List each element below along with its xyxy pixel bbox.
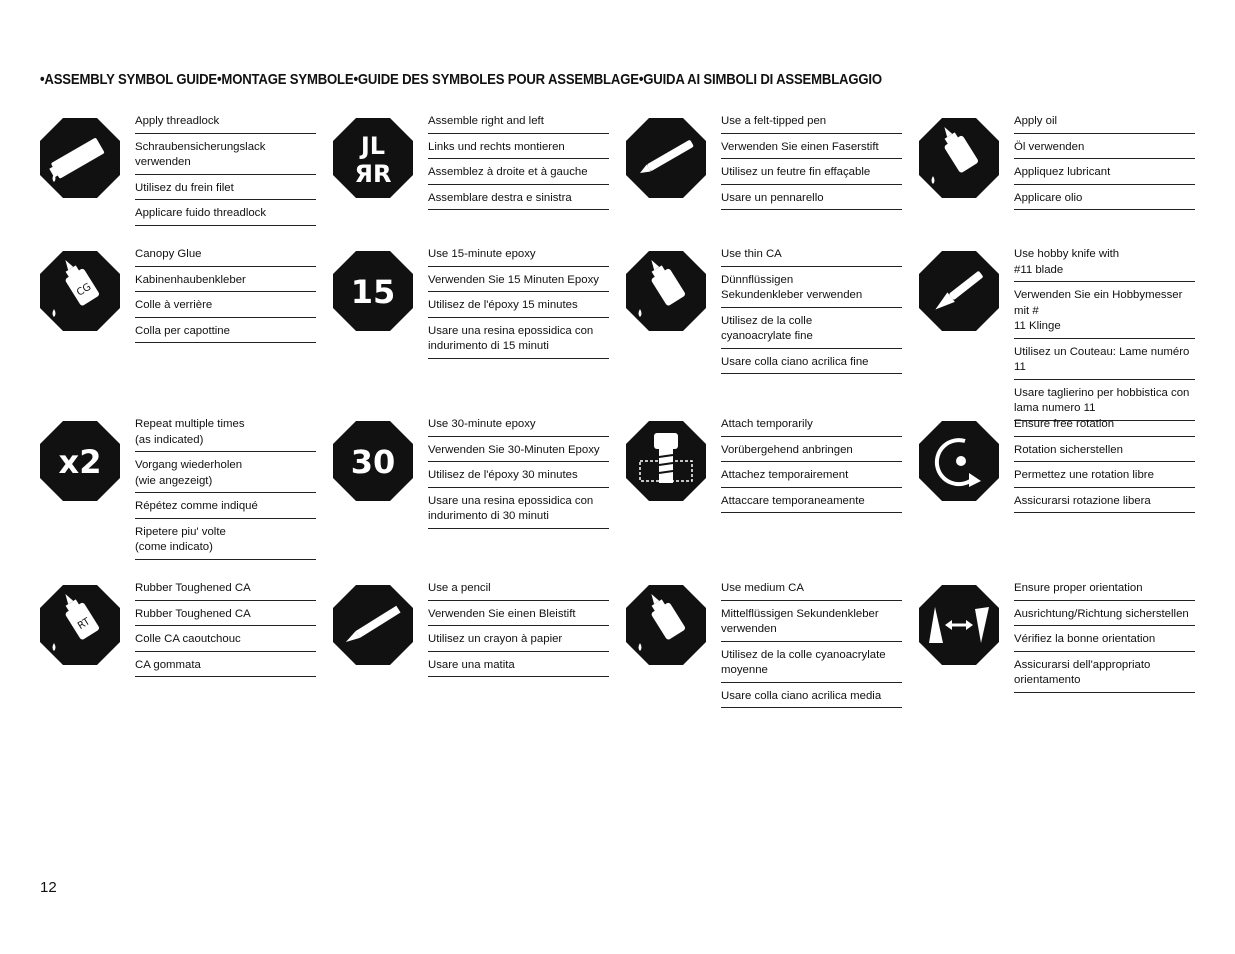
description-line: Attaccare temporaneamente (721, 494, 902, 514)
repeat-x2-icon (40, 421, 120, 501)
description-line: Schraubensicherungslack verwenden (135, 140, 316, 175)
description-line: Kabinenhaubenkleber (135, 273, 316, 293)
felt-pen-icon (626, 118, 706, 198)
symbol-entry (626, 247, 911, 427)
description-line: Appliquez lubricant (1014, 165, 1195, 185)
symbol-entry (333, 581, 618, 761)
symbol-descriptions (721, 581, 902, 714)
icon-label: 15 (350, 273, 396, 311)
description-line: Apply threadlock (135, 114, 316, 134)
description-line: Utilisez de la colle cyanoacrylate moyenne (721, 648, 902, 683)
description-line: Ripetere piu' volte (come indicato) (135, 525, 316, 560)
description-line: Vorgang wiederholen (wie angezeigt) (135, 458, 316, 493)
symbol-descriptions (721, 417, 902, 519)
description-line: Répétez comme indiqué (135, 499, 316, 519)
description-line: Colle CA caoutchouc (135, 632, 316, 652)
description-line: Usare taglierino per hobbistica con lama numero 11 (1014, 386, 1195, 421)
symbol-descriptions (135, 417, 316, 566)
symbol-descriptions (1014, 581, 1195, 699)
medium-ca-bottle-icon (626, 585, 706, 665)
icon-label: RT (76, 616, 93, 633)
canopy-glue-bottle-icon (40, 251, 120, 331)
description-line: Verwenden Sie ein Hobbymesser mit # 11 Klinge (1014, 288, 1195, 339)
description-line: Permettez une rotation libre (1014, 468, 1195, 488)
symbol-entry (333, 247, 618, 427)
icon-label: ЯR (354, 160, 392, 188)
description-line: Utilisez de la colle cyanoacrylate fine (721, 314, 902, 349)
symbol-descriptions (135, 581, 316, 683)
description-line: Assicurarsi rotazione libera (1014, 494, 1195, 514)
temporary-screw-icon (626, 421, 706, 501)
description-line: Colla per capottine (135, 324, 316, 344)
description-line: Mittelflüssigen Sekundenkleber verwenden (721, 607, 902, 642)
symbol-entry (40, 417, 325, 597)
pencil-icon (333, 585, 413, 665)
epoxy-30-icon (333, 421, 413, 501)
description-line: Usare una resina epossidica con indurimento di 15 minuti (428, 324, 609, 359)
description-line: Attach temporarily (721, 417, 902, 437)
description-line: Applicare olio (1014, 191, 1195, 211)
description-line: Utilisez de l'époxy 15 minutes (428, 298, 609, 318)
oil-bottle-icon (919, 118, 999, 198)
description-line: Assemblez à droite et à gauche (428, 165, 609, 185)
symbol-descriptions (428, 581, 609, 683)
description-line: Use hobby knife with #11 blade (1014, 247, 1195, 282)
description-line: Use medium CA (721, 581, 902, 601)
description-line: Rubber Toughened CA (135, 607, 316, 627)
symbol-descriptions (135, 247, 316, 349)
description-line: Utilisez du frein filet (135, 181, 316, 201)
description-line: Verwenden Sie einen Faserstift (721, 140, 902, 160)
symbol-entry (626, 417, 911, 597)
description-line: Assicurarsi dell'appropriato orientamento (1014, 658, 1195, 693)
description-line: Verwenden Sie einen Bleistift (428, 607, 609, 627)
description-line: Applicare fuido threadlock (135, 206, 316, 226)
description-line: Rubber Toughened CA (135, 581, 316, 601)
description-line: Usare colla ciano acrilica media (721, 689, 902, 709)
epoxy-15-icon (333, 251, 413, 331)
description-line: Usare una resina epossidica con indurimento di 30 minuti (428, 494, 609, 529)
description-line: Assemblare destra e sinistra (428, 191, 609, 211)
description-line: Use 15-minute epoxy (428, 247, 609, 267)
description-line: Utilisez un feutre fin effaçable (721, 165, 902, 185)
symbol-entry (333, 417, 618, 597)
description-line: Ausrichtung/Richtung sicherstellen (1014, 607, 1195, 627)
description-line: Ensure free rotation (1014, 417, 1195, 437)
page-number: 12 (40, 879, 57, 896)
description-line: Usare una matita (428, 658, 609, 678)
description-line: Verwenden Sie 30-Minuten Epoxy (428, 443, 609, 463)
symbol-descriptions (1014, 247, 1195, 427)
symbol-descriptions (428, 417, 609, 535)
description-line: Canopy Glue (135, 247, 316, 267)
free-rotation-icon (919, 421, 999, 501)
symbol-descriptions (428, 247, 609, 365)
rubber-toughened-ca-bottle-icon (40, 585, 120, 665)
description-line: Ensure proper orientation (1014, 581, 1195, 601)
icon-label: CG (75, 281, 94, 299)
description-line: Dünnflüssigen Sekundenkleber verwenden (721, 273, 902, 308)
symbol-descriptions (1014, 417, 1195, 519)
symbol-entry (919, 247, 1204, 427)
description-line: Öl verwenden (1014, 140, 1195, 160)
description-line: Attachez temporairement (721, 468, 902, 488)
description-line: Repeat multiple times (as indicated) (135, 417, 316, 452)
symbol-entry (40, 581, 325, 761)
description-line: Use thin CA (721, 247, 902, 267)
description-line: Vorübergehend anbringen (721, 443, 902, 463)
description-line: Usare colla ciano acrilica fine (721, 355, 902, 375)
symbol-descriptions (1014, 114, 1195, 216)
threadlock-tube-icon (40, 118, 120, 198)
symbol-descriptions (428, 114, 609, 216)
description-line: Colle à verrière (135, 298, 316, 318)
description-line: CA gommata (135, 658, 316, 678)
description-line: Use 30-minute epoxy (428, 417, 609, 437)
orientation-arrows-icon (919, 585, 999, 665)
description-line: Links und rechts montieren (428, 140, 609, 160)
page-title: •ASSEMBLY SYMBOL GUIDE•MONTAGE SYMBOLE•GUIDE DES SYMBOLES POUR ASSEMBLAGE•GUIDA AI SIMBOLI DI ASSEMBLAGGIO (40, 72, 882, 88)
symbol-entry (919, 417, 1204, 597)
description-line: Usare un pennarello (721, 191, 902, 211)
symbol-descriptions (721, 114, 902, 216)
description-line: Vérifiez la bonne orientation (1014, 632, 1195, 652)
description-line: Assemble right and left (428, 114, 609, 134)
symbol-entry (919, 581, 1204, 761)
left-right-parts-icon (333, 118, 413, 198)
description-line: Use a pencil (428, 581, 609, 601)
icon-label: JL (360, 132, 386, 160)
description-line: Utilisez de l'époxy 30 minutes (428, 468, 609, 488)
symbol-descriptions (721, 247, 902, 380)
description-line: Utilisez un crayon à papier (428, 632, 609, 652)
description-line: Utilisez un Couteau: Lame numéro 11 (1014, 345, 1195, 380)
thin-ca-bottle-icon (626, 251, 706, 331)
hobby-knife-icon (919, 251, 999, 331)
symbol-descriptions (135, 114, 316, 232)
icon-label: x2 (58, 443, 102, 481)
description-line: Verwenden Sie 15 Minuten Epoxy (428, 273, 609, 293)
description-line: Use a felt-tipped pen (721, 114, 902, 134)
description-line: Rotation sicherstellen (1014, 443, 1195, 463)
description-line: Apply oil (1014, 114, 1195, 134)
symbol-entry (626, 581, 911, 761)
symbol-entry (40, 247, 325, 427)
icon-label: 30 (350, 443, 396, 481)
